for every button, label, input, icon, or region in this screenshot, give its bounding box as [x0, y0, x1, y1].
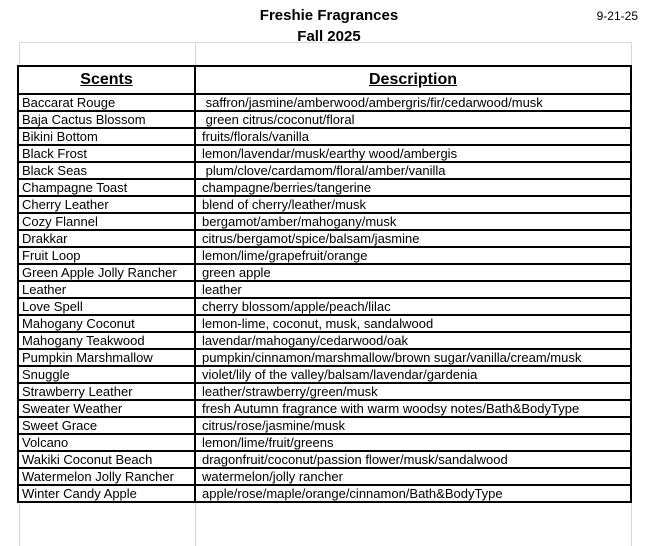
description-cell: lemon-lime, coconut, musk, sandalwood [195, 315, 631, 332]
document-date: 9-21-25 [596, 9, 638, 23]
scent-cell: Drakkar [18, 230, 195, 247]
description-header-label: Description [368, 71, 457, 88]
table-row [18, 451, 631, 468]
description-cell: lemon/lavendar/musk/earthy wood/ambergis [195, 145, 631, 162]
scent-cell: Strawberry Leather [18, 383, 195, 400]
table-row [18, 111, 631, 128]
table-row [18, 179, 631, 196]
scent-cell: Pumpkin Marshmallow [18, 349, 195, 366]
table-row [18, 383, 631, 400]
table-row [18, 196, 631, 213]
description-cell: fruits/florals/vanilla [195, 128, 631, 145]
scent-cell: Sweater Weather [18, 400, 195, 417]
table-row [18, 332, 631, 349]
table-row [18, 281, 631, 298]
table-row [18, 366, 631, 383]
scent-cell: Volcano [18, 434, 195, 451]
scent-cell: Baja Cactus Blossom [18, 111, 195, 128]
description-cell: lemon/lime/grapefruit/orange [195, 247, 631, 264]
scent-cell: Sweet Grace [18, 417, 195, 434]
table-row [18, 128, 631, 145]
scent-cell: Cherry Leather [18, 196, 195, 213]
description-cell: plum/clove/cardamom/floral/amber/vanilla [195, 162, 631, 179]
table-row [18, 349, 631, 366]
table-row [18, 298, 631, 315]
scent-cell: Leather [18, 281, 195, 298]
scent-cell: Champagne Toast [18, 179, 195, 196]
column-header-scents [18, 66, 195, 94]
description-cell: green apple [195, 264, 631, 281]
table-row [18, 264, 631, 281]
table-row [18, 145, 631, 162]
document-title: Freshie Fragrances [259, 7, 399, 24]
description-cell: champagne/berries/tangerine [195, 179, 631, 196]
scent-cell: Winter Candy Apple [18, 485, 195, 502]
column-header-description [195, 66, 631, 94]
document-subtitle: Fall 2025 [297, 28, 361, 45]
table-row [18, 417, 631, 434]
table-row [18, 162, 631, 179]
scent-cell: Mahogany Coconut [18, 315, 195, 332]
scent-cell: Love Spell [18, 298, 195, 315]
scent-cell: Green Apple Jolly Rancher [18, 264, 195, 281]
description-cell: leather/strawberry/green/musk [195, 383, 631, 400]
table-row [18, 400, 631, 417]
table-row [18, 468, 631, 485]
scent-cell: Watermelon Jolly Rancher [18, 468, 195, 485]
table-row [18, 434, 631, 451]
description-cell: violet/lily of the valley/balsam/lavendar/gardenia [195, 366, 631, 383]
description-cell: citrus/bergamot/spice/balsam/jasmine [195, 230, 631, 247]
description-cell: citrus/rose/jasmine/musk [195, 417, 631, 434]
fragrance-table [17, 65, 632, 503]
scent-cell: Black Frost [18, 145, 195, 162]
description-cell: lavendar/mahogany/cedarwood/oak [195, 332, 631, 349]
description-cell: bergamot/amber/mahogany/musk [195, 213, 631, 230]
description-cell: leather [195, 281, 631, 298]
scent-cell: Baccarat Rouge [18, 94, 195, 111]
scent-cell: Wakiki Coconut Beach [18, 451, 195, 468]
description-cell: apple/rose/maple/orange/cinnamon/Bath&BodyType [195, 485, 631, 502]
scent-cell: Bikini Bottom [18, 128, 195, 145]
description-cell: lemon/lime/fruit/greens [195, 434, 631, 451]
description-cell: blend of cherry/leather/musk [195, 196, 631, 213]
description-cell: watermelon/jolly rancher [195, 468, 631, 485]
scent-cell: Snuggle [18, 366, 195, 383]
description-cell: green citrus/coconut/floral [195, 111, 631, 128]
table-row [18, 247, 631, 264]
scents-header-label: Scents [80, 71, 133, 88]
table-row [18, 230, 631, 247]
table-row [18, 315, 631, 332]
scent-cell: Black Seas [18, 162, 195, 179]
table-row [18, 213, 631, 230]
fragrance-table-body [18, 94, 631, 502]
description-cell: fresh Autumn fragrance with warm woodsy notes/Bath&BodyType [195, 400, 631, 417]
table-row [18, 94, 631, 111]
scent-cell: Fruit Loop [18, 247, 195, 264]
title-block [0, 5, 658, 47]
table-row [18, 485, 631, 502]
description-cell: dragonfruit/coconut/passion flower/musk/sandalwood [195, 451, 631, 468]
header-row [18, 66, 631, 94]
description-cell: saffron/jasmine/amberwood/ambergris/fir/cedarwood/musk [195, 94, 631, 111]
scent-cell: Mahogany Teakwood [18, 332, 195, 349]
description-cell: cherry blossom/apple/peach/lilac [195, 298, 631, 315]
scent-cell: Cozy Flannel [18, 213, 195, 230]
description-cell: pumpkin/cinnamon/marshmallow/brown sugar/vanilla/cream/musk [195, 349, 631, 366]
